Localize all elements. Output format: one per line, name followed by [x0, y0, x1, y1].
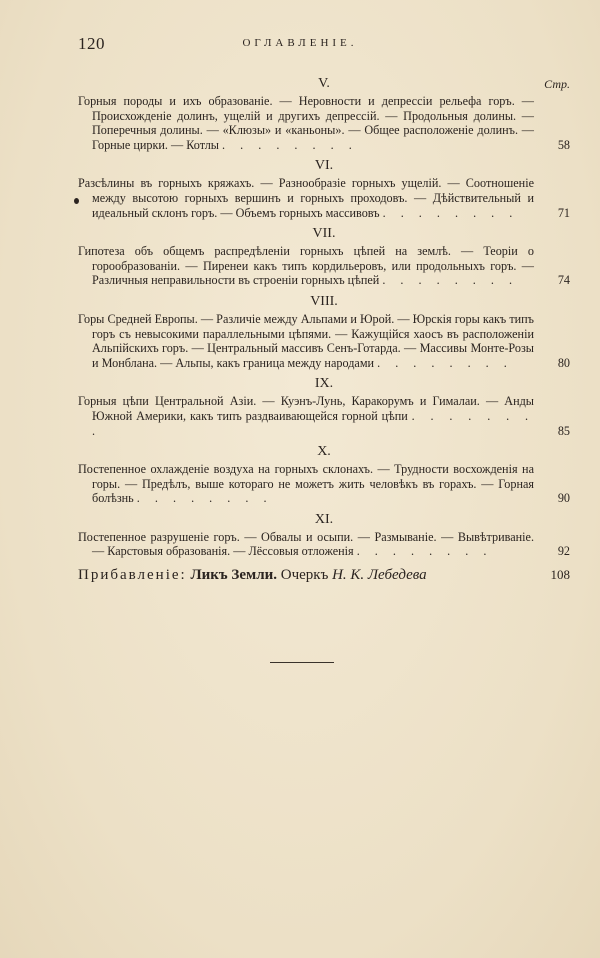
page-column-label: Стр. — [544, 77, 570, 91]
entry-text: Гипотеза объ общемъ распредѣленіи горныхъ цѣпей на землѣ. — Теоріи о горообразованіи. — Пиренеи какъ типъ кордильеровъ, или продольныхъ горъ. — Различныя неправильности въ строеніи горныхъ цѣпей — [78, 244, 534, 288]
section-numeral: XI. — [314, 511, 334, 527]
dot-leader: . . . . . . . . — [92, 408, 535, 438]
entry-text: Постепенное разрушеніе горъ. — Обвалы и осыпи. — Размываніе. — Вывѣтриваніе. — Карстовыя образованія. — Лёссовыя отложенія — [78, 529, 534, 559]
entry-text: Горныя цѣпи Центральной Азіи. — Куэнъ-Лунь, Каракорумъ и Гималаи. — Анды Южной Америки, какъ типъ раздваивающейся горной цѣпи — [78, 394, 534, 423]
toc-entry — [78, 530, 570, 559]
toc-section-viii — [78, 294, 570, 370]
running-title: ОГЛАВЛЕНІЕ. — [242, 37, 358, 49]
closing-rule — [270, 662, 334, 663]
entry-text: Горы Средней Европы. — Различіе между Альпами и Юрой. — Юрскія горы какъ типъ горъ съ невысокими параллельными цѣпями. — Кажущійся хаосъ въ расположеніи Альпійскихъ горъ. — Центральный массивъ Сенъ-Готарда. — Массивы Монте-Розы и Монблана. — Альпы, какъ граница между народами — [78, 311, 534, 370]
section-numeral: V. — [318, 76, 330, 91]
entry-text: Постепенное охлажденіе воздуха на горныхъ склонахъ. — Трудности восхожденія на горы. — Предѣлъ, выше котораго не можетъ жить человѣкъ въ горахъ. — Горная болѣзнь — [78, 462, 534, 506]
toc-section-ix — [78, 376, 570, 438]
dot-leader: . . . . . . . . — [356, 544, 493, 559]
toc-section-xi — [78, 512, 570, 559]
dot-leader: . . . . . . . . — [136, 491, 273, 506]
entry-page-number: 71 — [557, 205, 570, 220]
dot-leader: . . . . . . . . — [377, 355, 513, 370]
entry-page-number: 80 — [557, 355, 570, 370]
dot-leader: . . . . . . . . — [222, 137, 358, 152]
toc-section-x — [78, 444, 570, 506]
appendix-label: Прибавленіе: — [78, 567, 187, 584]
appendix-page-number: 108 — [550, 567, 570, 583]
toc-section-v — [78, 76, 570, 152]
appendix-subtitle: Очеркъ — [280, 567, 329, 584]
entry-page-number: 58 — [557, 137, 570, 152]
appendix-entry — [78, 567, 570, 584]
dot-leader: . . . . . . . . — [382, 273, 519, 288]
entry-page-number: 85 — [557, 423, 570, 438]
dot-leader: . . . . . . . . — [382, 205, 519, 220]
page-number: 120 — [78, 34, 105, 53]
toc-section-vi — [78, 158, 570, 220]
toc-section-vii — [78, 226, 570, 288]
section-numeral: IX. — [314, 376, 334, 392]
section-numeral: VIII. — [310, 293, 338, 309]
toc-entry — [78, 94, 570, 152]
table-of-contents — [78, 76, 570, 584]
entry-page-number: 92 — [557, 544, 570, 559]
entry-text: Разсѣлины въ горныхъ кряжахъ. — Разнообразіе горныхъ ущелій. — Соотношеніе между высотою горныхъ вершинъ и горныхъ проходовъ. — Дѣйствительный и идеальный склонъ горъ. — Объемъ горныхъ массивовъ — [78, 176, 534, 220]
entry-page-number: 74 — [557, 273, 570, 288]
toc-entry — [78, 244, 570, 288]
section-numeral: VI. — [314, 158, 334, 174]
toc-entry — [78, 312, 570, 370]
toc-entry — [78, 394, 570, 438]
toc-entry — [78, 462, 570, 506]
toc-entry — [78, 176, 570, 220]
appendix-author: Н. К. Лебедева — [332, 567, 427, 584]
section-numeral: VII. — [312, 226, 336, 242]
entry-page-number: 90 — [557, 491, 570, 506]
section-numeral: X. — [317, 444, 331, 460]
entry-text: Горныя породы и ихъ образованіе. — Неровности и депрессіи рельефа горъ. — Происхожденіе долинъ, ущелій и другихъ депрессій. — Продольныя долины. — Поперечныя долины. — «Клюзы» и «каньоны». — Общее расположеніе долинъ. — Горные цирки. — Котлы — [78, 94, 534, 152]
appendix-title: Ликъ Земли. — [190, 567, 278, 584]
